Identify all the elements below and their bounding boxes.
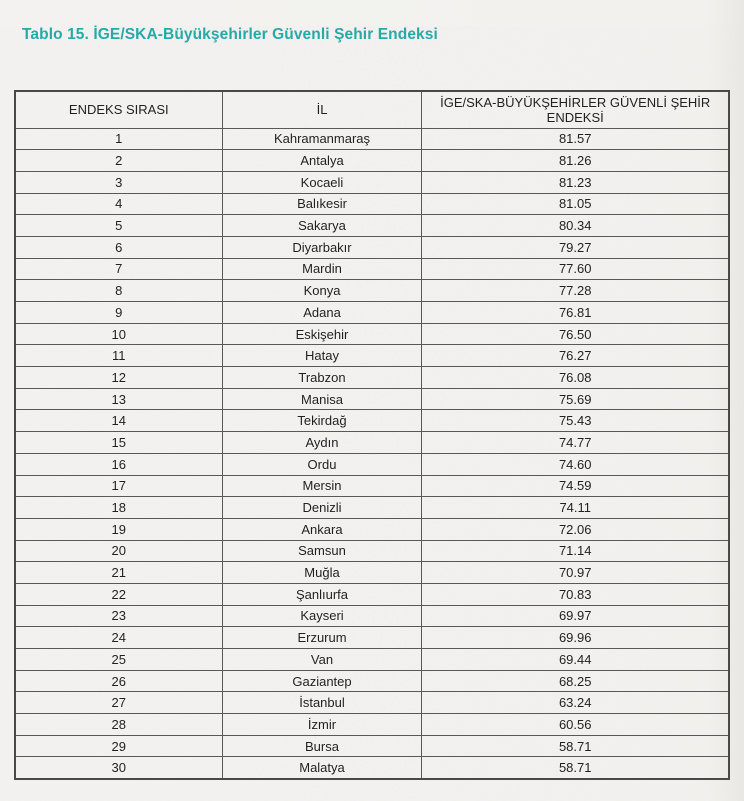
- province-cell: Mersin: [222, 475, 422, 497]
- rank-cell: 20: [15, 540, 222, 562]
- index-cell: 68.25: [422, 670, 729, 692]
- province-cell: Şanlıurfa: [222, 583, 422, 605]
- rank-cell: 27: [15, 692, 222, 714]
- index-cell: 75.69: [422, 388, 729, 410]
- province-cell: Diyarbakır: [222, 236, 422, 258]
- table-row: [15, 670, 729, 692]
- col-header-rank-label: ENDEKS SIRASI: [68, 102, 169, 118]
- province-cell: Mardin: [222, 258, 422, 280]
- index-cell: 74.59: [422, 475, 729, 497]
- rank-cell: 12: [15, 367, 222, 389]
- table-body: [15, 128, 729, 779]
- province-cell: Gaziantep: [222, 670, 422, 692]
- table-row: [15, 540, 729, 562]
- province-cell: Trabzon: [222, 367, 422, 389]
- table-row: [15, 128, 729, 150]
- index-cell: 76.27: [422, 345, 729, 367]
- col-header-province-label: İL: [316, 102, 328, 118]
- rank-cell: 7: [15, 258, 222, 280]
- table-row: [15, 410, 729, 432]
- col-header-rank: [15, 91, 222, 128]
- table-title: Tablo 15. İGE/SKA-Büyükşehirler Güvenli Şehir Endeksi: [22, 26, 438, 43]
- province-cell: Eskişehir: [222, 323, 422, 345]
- safe-city-index-table: [14, 90, 730, 780]
- index-cell: 81.57: [422, 128, 729, 150]
- col-header-index-label: İGE/SKA-BÜYÜKŞEHİRLER GÜVENLİ ŞEHİR ENDEKSİ: [440, 94, 711, 125]
- table-row: [15, 453, 729, 475]
- province-cell: Denizli: [222, 497, 422, 519]
- index-cell: 58.71: [422, 735, 729, 757]
- table-row: [15, 714, 729, 736]
- table-row: [15, 562, 729, 584]
- table-row: [15, 150, 729, 172]
- table-row: [15, 367, 729, 389]
- table-row: [15, 432, 729, 454]
- table-row: [15, 757, 729, 779]
- rank-cell: 22: [15, 583, 222, 605]
- rank-cell: 9: [15, 302, 222, 324]
- rank-cell: 17: [15, 475, 222, 497]
- rank-cell: 29: [15, 735, 222, 757]
- table-header: [15, 91, 729, 128]
- table-row: [15, 627, 729, 649]
- table-row: [15, 258, 729, 280]
- rank-cell: 8: [15, 280, 222, 302]
- index-cell: 70.97: [422, 562, 729, 584]
- table-row: [15, 475, 729, 497]
- table-row: [15, 692, 729, 714]
- rank-cell: 10: [15, 323, 222, 345]
- index-cell: 76.81: [422, 302, 729, 324]
- index-cell: 72.06: [422, 518, 729, 540]
- province-cell: Hatay: [222, 345, 422, 367]
- rank-cell: 3: [15, 171, 222, 193]
- rank-cell: 28: [15, 714, 222, 736]
- index-cell: 58.71: [422, 757, 729, 779]
- province-cell: Balıkesir: [222, 193, 422, 215]
- index-cell: 69.44: [422, 649, 729, 671]
- table-row: [15, 735, 729, 757]
- province-cell: Konya: [222, 280, 422, 302]
- rank-cell: 2: [15, 150, 222, 172]
- province-cell: İzmir: [222, 714, 422, 736]
- col-header-province: [222, 91, 422, 128]
- rank-cell: 26: [15, 670, 222, 692]
- province-cell: Ankara: [222, 518, 422, 540]
- province-cell: Erzurum: [222, 627, 422, 649]
- province-cell: Antalya: [222, 150, 422, 172]
- index-cell: 77.60: [422, 258, 729, 280]
- index-cell: 74.11: [422, 497, 729, 519]
- province-cell: Kocaeli: [222, 171, 422, 193]
- rank-cell: 18: [15, 497, 222, 519]
- index-cell: 63.24: [422, 692, 729, 714]
- province-cell: İstanbul: [222, 692, 422, 714]
- index-cell: 76.08: [422, 367, 729, 389]
- header-row: [15, 91, 729, 128]
- province-cell: Ordu: [222, 453, 422, 475]
- table-row: [15, 215, 729, 237]
- index-cell: 75.43: [422, 410, 729, 432]
- province-cell: Manisa: [222, 388, 422, 410]
- index-cell: 77.28: [422, 280, 729, 302]
- rank-cell: 4: [15, 193, 222, 215]
- index-cell: 76.50: [422, 323, 729, 345]
- province-cell: Van: [222, 649, 422, 671]
- province-cell: Tekirdağ: [222, 410, 422, 432]
- table-row: [15, 193, 729, 215]
- table-row: [15, 649, 729, 671]
- rank-cell: 21: [15, 562, 222, 584]
- rank-cell: 6: [15, 236, 222, 258]
- index-cell: 69.96: [422, 627, 729, 649]
- table-row: [15, 497, 729, 519]
- table-row: [15, 171, 729, 193]
- table-row: [15, 302, 729, 324]
- table-row: [15, 345, 729, 367]
- province-cell: Bursa: [222, 735, 422, 757]
- index-cell: 69.97: [422, 605, 729, 627]
- rank-cell: 30: [15, 757, 222, 779]
- rank-cell: 15: [15, 432, 222, 454]
- table-row: [15, 280, 729, 302]
- rank-cell: 25: [15, 649, 222, 671]
- index-cell: 80.34: [422, 215, 729, 237]
- rank-cell: 19: [15, 518, 222, 540]
- province-cell: Kahramanmaraş: [222, 128, 422, 150]
- rank-cell: 11: [15, 345, 222, 367]
- province-cell: Muğla: [222, 562, 422, 584]
- table-row: [15, 236, 729, 258]
- rank-cell: 23: [15, 605, 222, 627]
- table-row: [15, 583, 729, 605]
- province-cell: Samsun: [222, 540, 422, 562]
- province-cell: Kayseri: [222, 605, 422, 627]
- index-cell: 81.05: [422, 193, 729, 215]
- rank-cell: 5: [15, 215, 222, 237]
- rank-cell: 13: [15, 388, 222, 410]
- table-row: [15, 323, 729, 345]
- rank-cell: 24: [15, 627, 222, 649]
- province-cell: Sakarya: [222, 215, 422, 237]
- index-cell: 79.27: [422, 236, 729, 258]
- index-cell: 60.56: [422, 714, 729, 736]
- province-cell: Aydın: [222, 432, 422, 454]
- rank-cell: 16: [15, 453, 222, 475]
- col-header-index: [422, 91, 729, 128]
- table-row: [15, 518, 729, 540]
- index-cell: 70.83: [422, 583, 729, 605]
- index-cell: 74.60: [422, 453, 729, 475]
- index-cell: 71.14: [422, 540, 729, 562]
- table-row: [15, 605, 729, 627]
- rank-cell: 14: [15, 410, 222, 432]
- rank-cell: 1: [15, 128, 222, 150]
- index-cell: 81.26: [422, 150, 729, 172]
- index-cell: 81.23: [422, 171, 729, 193]
- table-row: [15, 388, 729, 410]
- province-cell: Adana: [222, 302, 422, 324]
- document-page: [0, 26, 744, 780]
- province-cell: Malatya: [222, 757, 422, 779]
- index-cell: 74.77: [422, 432, 729, 454]
